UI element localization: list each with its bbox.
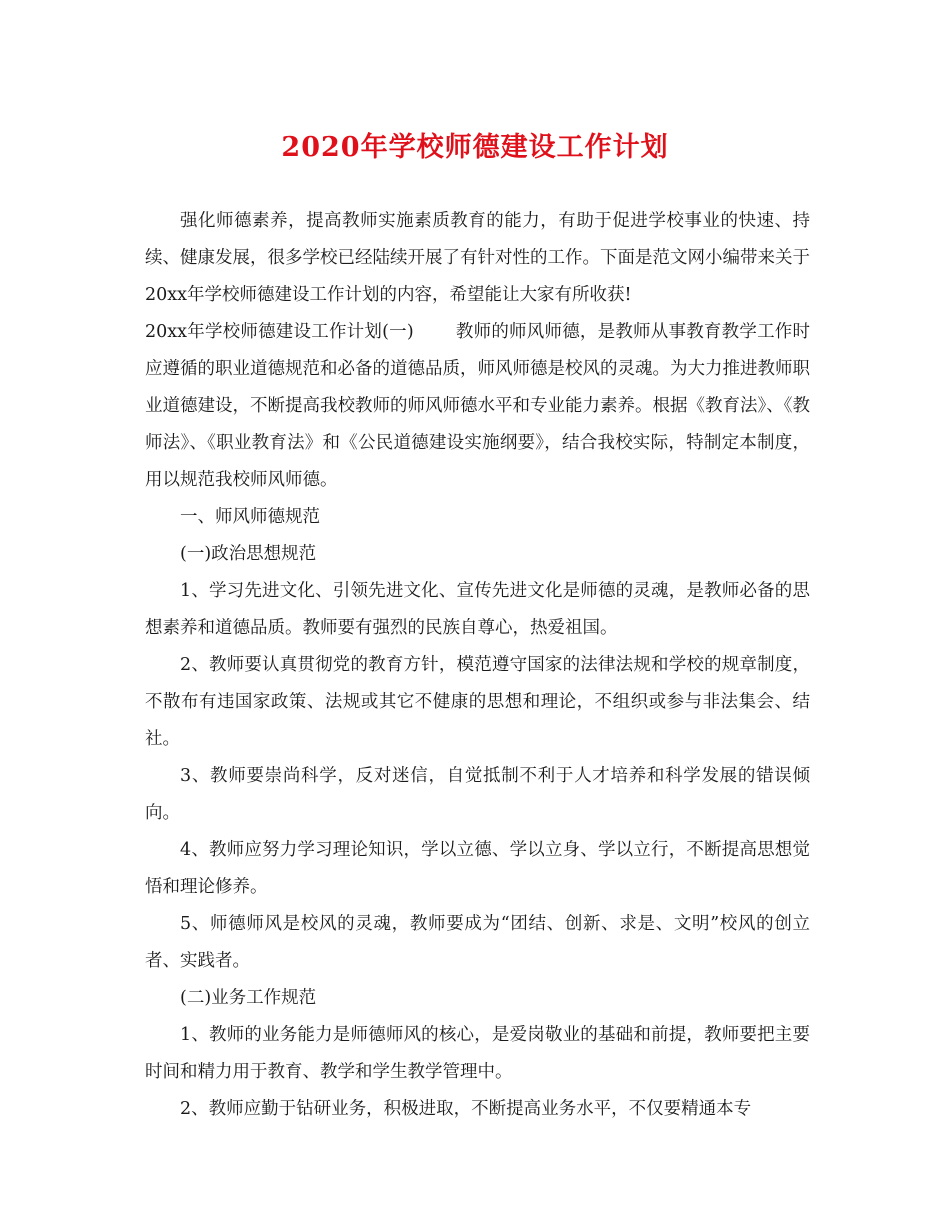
list-item: 2、教师应勤于钻研业务，积极进取，不断提高业务水平，不仅要精通本专 [180,1099,752,1119]
list-item: 5、师德师风是校风的灵魂，教师要成为“团结、创新、求是、文明”校风的创立者、实践者。 [145,914,810,971]
document-body [145,203,810,1128]
list-item: 1、学习先进文化、引领先进文化、宣传先进文化是师德的灵魂，是教师必备的思想素养和道德品质。教师要有强烈的民族自尊心，热爱祖国。 [145,581,810,638]
plan-heading: 20xx年学校师德建设工作计划(一) [145,322,414,342]
list-item: 2、教师要认真贯彻党的教育方针，模范遵守国家的法律法规和学校的规章制度，不散布有违国家政策、法规或其它不健康的思想和理论，不组织或参与非法集会、结社。 [145,655,810,749]
list-item: 3、教师要崇尚科学，反对迷信，自觉抵制不利于人才培养和科学发展的错误倾向。 [145,766,810,823]
list-item: 1、教师的业务能力是师德师风的核心，是爱岗敬业的基础和前提，教师要把主要时间和精力用于教育、教学和学生教学管理中。 [145,1025,810,1082]
plan-intro: 教师的师风师德，是教师从事教育教学工作时应遵循的职业道德规范和必备的道德品质，师风师德是校风的灵魂。为大力推进教师职业道德建设，不断提高我校教师的师风师德水平和专业能力素养。根据《教育法》、《教师法》、《职业教育法》和《公民道德建设实施纲要》，结合我校实际，特制定本制度，用以规范我校师风师德。 [145,322,810,490]
document-title: 2020年学校师德建设工作计划 [281,132,669,163]
subsection-heading: (一)政治思想规范 [180,544,317,564]
subsection-heading: (二)业务工作规范 [180,988,317,1008]
section-heading: 一、师风师德规范 [180,507,320,527]
plan-paragraph [145,314,810,499]
intro-paragraph: 强化师德素养，提高教师实施素质教育的能力，有助于促进学校事业的快速、持续、健康发展，很多学校已经陆续开展了有针对性的工作。下面是范文网小编带来关于20xx年学校师德建设工作计划的内容，希望能让大家有所收获! [145,211,810,305]
list-item: 4、教师应努力学习理论知识，学以立德、学以立身、学以立行，不断提高思想觉悟和理论修养。 [145,840,810,897]
